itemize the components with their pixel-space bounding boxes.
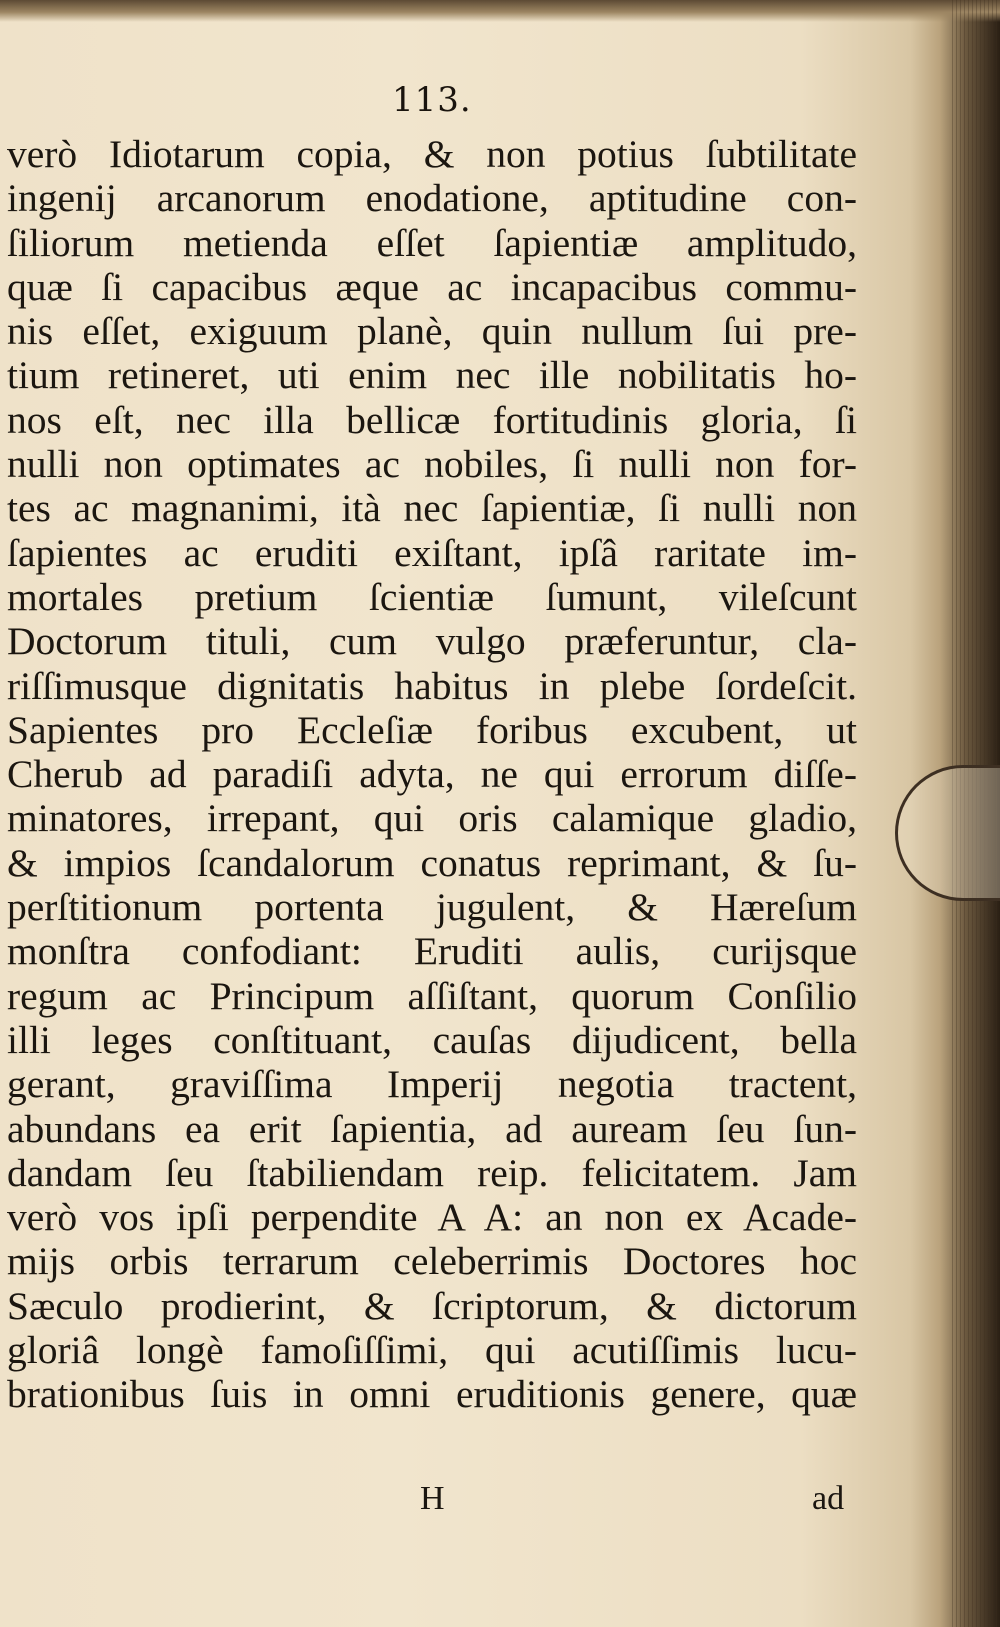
text-line: brationibus ſuis in omni eruditionis genere, quæ — [7, 1372, 857, 1417]
text-line: ingenij arcanorum enodatione, aptitudine con- — [7, 176, 857, 221]
text-line: & impios ſcandalorum conatus reprimant, & ſu- — [7, 840, 857, 885]
text-line: verò vos ipſi perpendite A A: an non ex Acade- — [7, 1195, 857, 1240]
text-line: ſiliorum metienda eſſet ſapientiæ amplitudo, — [7, 220, 857, 265]
text-line: Cherub ad paradiſi adyta, ne qui errorum diſſe- — [7, 752, 857, 797]
text-line: tium retineret, uti enim nec ille nobilitatis ho- — [7, 353, 857, 398]
text-line: quæ ſi capacibus æque ac incapacibus commu- — [7, 264, 857, 309]
text-line: dandam ſeu ſtabiliendam reip. felicitatem. Jam — [7, 1150, 857, 1195]
text-line: ſapientes ac eruditi exiſtant, ipſâ raritate im- — [7, 530, 857, 575]
text-line: nulli non optimates ac nobiles, ſi nulli non for- — [7, 442, 857, 487]
signature-mark: H — [420, 1480, 445, 1517]
catchword: ad — [812, 1480, 845, 1517]
ribbon-marker — [895, 765, 1000, 901]
text-line: minatores, irrepant, qui oris calamique gladio, — [7, 796, 857, 841]
page-footer — [0, 1480, 880, 1526]
text-line: gloriâ longè famoſiſſimi, qui acutiſſimis lucu- — [7, 1328, 857, 1373]
text-line: tes ac magnanimi, ità nec ſapientiæ, ſi nulli non — [7, 486, 857, 531]
text-line: abundans ea erit ſapientia, ad auream ſeu ſun- — [7, 1106, 857, 1151]
text-line: monſtra confodiant: Eruditi aulis, curijsque — [7, 929, 857, 974]
text-line: gerant, graviſſima Imperij negotia tractent, — [7, 1062, 857, 1107]
text-line: Sæculo prodierint, & ſcriptorum, & dictorum — [7, 1283, 857, 1328]
page-number: 113. — [392, 80, 472, 120]
text-line: nos eſt, nec illa bellicæ fortitudinis gloria, ſi — [7, 397, 857, 442]
text-line: perſtitionum portenta jugulent, & Hæreſum — [7, 885, 857, 930]
text-line: mortales pretium ſcientiæ ſumunt, vileſcunt — [7, 574, 857, 619]
text-line: mijs orbis terrarum celeberrimis Doctores hoc — [7, 1239, 857, 1284]
text-line: verò Idiotarum copia, & non potius ſubtilitate — [7, 132, 857, 176]
body-text — [7, 132, 857, 1417]
text-line: Sapientes pro Eccleſiæ foribus excubent, ut — [7, 707, 857, 752]
text-line: nis eſſet, exiguum planè, quin nullum ſui pre- — [7, 309, 857, 354]
text-line: illi leges conſtituant, cauſas dijudicent, bella — [7, 1017, 857, 1062]
text-line: regum ac Principum aſſiſtant, quorum Conſilio — [7, 973, 857, 1018]
text-line: Doctorum tituli, cum vulgo præferuntur, cla- — [7, 619, 857, 664]
text-line: riſſimusque dignitatis habitus in plebe ſordeſcit. — [7, 663, 857, 708]
